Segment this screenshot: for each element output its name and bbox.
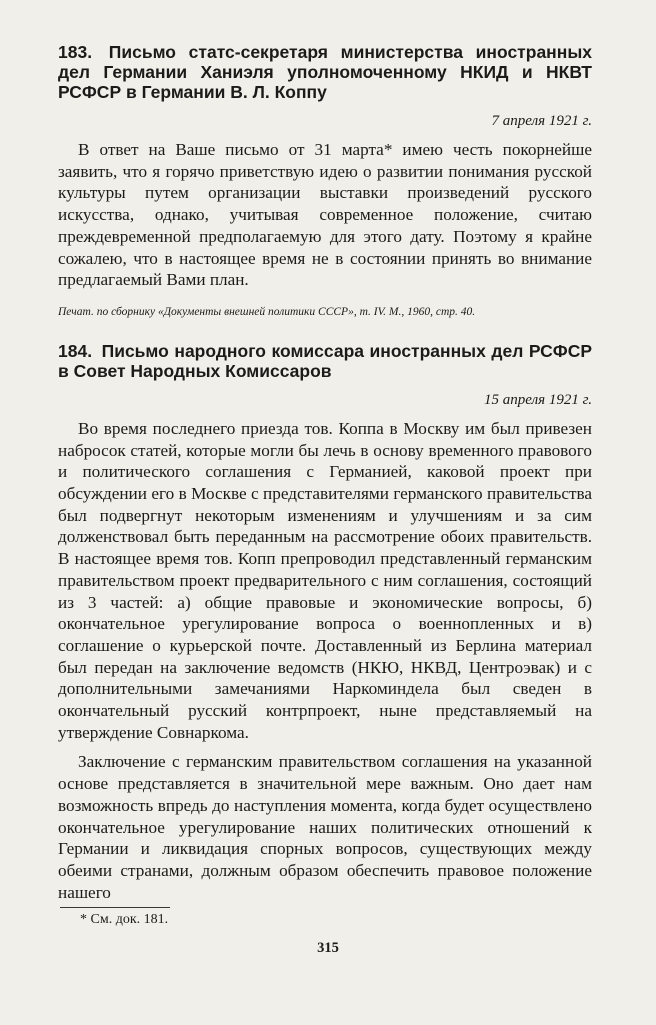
document-title: Письмо статс-секретаря министерства иностранных дел Германии Ханиэля уполномоченному НКИД и НКВТ РСФСР в Германии В. Л. Коппу	[58, 42, 592, 102]
paragraph-spacer	[58, 743, 592, 751]
footnote: * См. док. 181.	[80, 912, 169, 927]
document-paragraph: Во время последнего приезда тов. Коппа в Москву им был привезен набросок статей, которые могли бы лечь в основу временного правового и политического соглашения с Германией, каковой проект при обсуждении его в Москве с представителями германского правительства был подвергнут некоторым изменениям и улучшениям и за сим долженствовал быть переданным на рассмотрение обоих правительств. В настоящее время тов. Копп препроводил представленный германским правительством проект предварительного с ним соглашения, состоящий из 3 частей: а) общие правовые и экономические вопросы, б) окончательное урегулирование вопроса о военнопленных и в) соглашение о курьерской почте. Доставленный из Берлина материал был передан на заключение ведомств (НКЮ, НКВД, Центроэвак) и с дополнительными замечаниями Наркоминдела был сведен в окончательный русский контрпроект, ныне представляемый на утверждение Совнаркома.	[58, 418, 592, 742]
footnote-divider	[60, 907, 170, 908]
document-paragraph: Заключение с германским правительством соглашения на указанной основе представляется в значительной мере важным. Оно дает нам возможность впредь до наступления момента, когда будет осуществлено окончательное урегулирование наших политических отношений к Германии и ликвидация спорных вопросов, существующих между обеими странами, должным образом обеспечить правовое положение нашего	[58, 752, 592, 902]
document-183	[58, 42, 592, 319]
document-date: 7 апреля 1921 г.	[491, 113, 592, 129]
document-title: Письмо народного комиссара иностранных дел РСФСР в Совет Народных Комиссаров	[58, 340, 592, 381]
document-number: 184.	[58, 340, 93, 361]
page-body	[58, 42, 592, 903]
document-number: 183.	[58, 42, 93, 62]
source-note: Печат. по сборнику «Документы внешней политики СССР», т. IV. М., 1960, стр. 40.	[58, 305, 476, 318]
document-184	[58, 341, 592, 903]
document-heading	[58, 341, 592, 381]
document-paragraph: В ответ на Ваше письмо от 31 марта* имею честь покорнейше заявить, что я горячо приветствую идею о развитии понимания русской культуры путем организации выставки произведений русского искусства, однако, учитывая современное положение, считаю преждевременной предполагаемую для этого дату. Поэтому я крайне сожалею, что в настоящее время не в состоянии принять во внимание предлагаемый Вами план.	[58, 140, 592, 290]
document-heading	[58, 42, 592, 102]
page-number: 315	[317, 940, 339, 956]
document-date: 15 апреля 1921 г.	[484, 391, 592, 408]
